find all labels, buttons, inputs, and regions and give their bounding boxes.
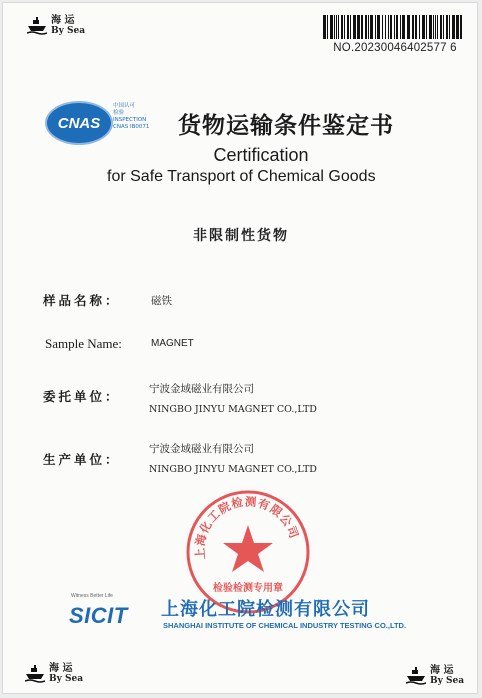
cnas-line-3: INSPECTION (113, 117, 147, 123)
barcode-bar (365, 15, 367, 39)
barcode-bar (422, 15, 425, 39)
cnas-line-4: CNAS IB0071 (113, 124, 150, 130)
cnas-line-1: 中国认可 (113, 103, 136, 109)
sample-name-zh-value: 磁铁 (151, 295, 172, 307)
title-en-line2: for Safe Transport of Chemical Goods (107, 168, 376, 185)
sample-name-en-label: Sample Name: (45, 336, 122, 351)
sample-name-en-value: MAGNET (151, 338, 194, 349)
producer-zh: 宁波金域磁业有限公司 (149, 443, 254, 455)
barcode-bar (429, 15, 432, 39)
barcode-bar (338, 15, 339, 39)
producer-en: NINGBO JINYU MAGNET CO.,LTD (149, 464, 317, 475)
barcode-bar (440, 15, 442, 39)
by-sea-badge-bottom-right (406, 665, 464, 687)
barcode-bar (426, 15, 427, 39)
certificate-number: NO.20230046402577 6 (333, 42, 457, 54)
by-sea-badge-bottom-left (25, 663, 83, 685)
barcode-bar (415, 15, 417, 39)
barcode-bar (385, 15, 386, 39)
sample-name-zh-label: 样品名称： (43, 293, 121, 308)
barcode-bar (449, 15, 450, 39)
barcode-bar (330, 15, 333, 39)
ship-icon (25, 664, 45, 684)
sicit-mark: SICIT (69, 603, 128, 628)
badge-en-text: By Sea (49, 674, 84, 684)
barcode-bar (347, 15, 349, 39)
issuer-name-zh: 上海化工院检测有限公司 (161, 599, 370, 620)
barcode-bar (334, 15, 335, 39)
barcode-bar (368, 15, 369, 39)
badge-en-text: By Sea (51, 26, 86, 36)
barcode-bar (336, 15, 337, 39)
cnas-side-text (113, 103, 173, 131)
barcode-bar (353, 15, 356, 39)
barcode-bar (446, 15, 448, 39)
issuer-name-en: SHANGHAI INSTITUTE OF CHEMICAL INDUSTRY TESTING CO.,LTD. (163, 621, 407, 630)
barcode-bar (357, 15, 360, 39)
barcode-bar (382, 15, 383, 39)
seal-star-icon (223, 525, 273, 572)
barcode-bar (456, 15, 459, 39)
barcode-bar (452, 15, 455, 39)
barcode-bar (435, 15, 436, 39)
barcode-bar (412, 15, 414, 39)
barcode-bar (377, 15, 380, 39)
cnas-mark: CNAS (45, 101, 113, 145)
barcode-bar (327, 15, 328, 39)
barcode-bar (350, 15, 351, 39)
certificate-page (2, 2, 478, 694)
client-label: 委托单位： (43, 389, 121, 404)
client-zh: 宁波金域磁业有限公司 (149, 383, 254, 395)
ship-icon (406, 666, 426, 686)
barcode-bar (361, 15, 363, 39)
by-sea-badge-top-left (27, 15, 85, 37)
goods-category: 非限制性货物 (193, 228, 289, 244)
badge-zh-text: 海 运 (430, 665, 454, 676)
barcode (323, 15, 465, 39)
title-en-line1: Certification (213, 145, 309, 165)
cnas-line-2: 检验 (113, 110, 125, 116)
badge-en-text: By Sea (430, 676, 465, 686)
barcode-bar (437, 15, 438, 39)
barcode-bar (460, 15, 462, 39)
barcode-bar (419, 15, 420, 39)
producer-label: 生产单位： (43, 452, 121, 467)
barcode-bar (323, 15, 326, 39)
barcode-bar (396, 15, 398, 39)
seal-bottom-text: 检验检测专用章 (213, 583, 283, 594)
ship-icon (27, 16, 47, 36)
barcode-bar (443, 15, 444, 39)
seal-ring-text: 上海化工院检测有限公司 (192, 494, 302, 560)
badge-zh-text: 海 运 (51, 15, 75, 26)
sicit-tagline: Witness Better Life (71, 593, 113, 599)
barcode-bar (375, 15, 376, 39)
badge-zh-text: 海 运 (49, 663, 73, 674)
barcode-bar (341, 15, 343, 39)
barcode-bar (388, 15, 389, 39)
barcode-bar (370, 15, 373, 39)
cnas-logo (45, 101, 150, 145)
barcode-bar (344, 15, 345, 39)
title-zh: 货物运输条件鉴定书 (178, 113, 394, 139)
barcode-bar (394, 15, 395, 39)
client-en: NINGBO JINYU MAGNET CO.,LTD (149, 404, 317, 415)
barcode-bar (402, 15, 405, 39)
barcode-bar (390, 15, 392, 39)
barcode-bar (433, 15, 434, 39)
barcode-bar (400, 15, 401, 39)
barcode-bar (407, 15, 410, 39)
